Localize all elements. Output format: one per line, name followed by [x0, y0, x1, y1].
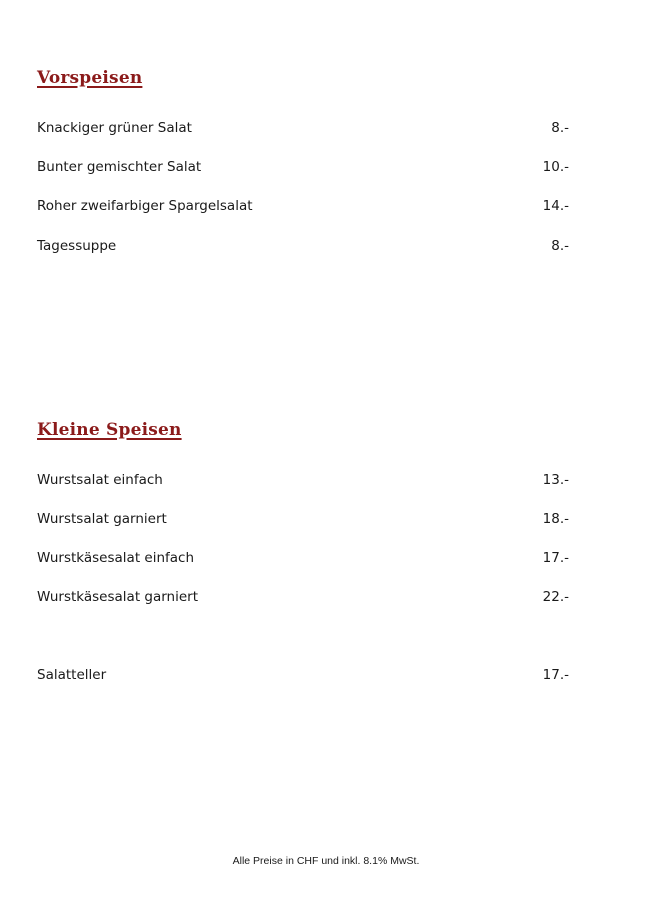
item-name: Wurstkäsesalat einfach — [37, 550, 195, 566]
item-price: 17.- — [542, 667, 569, 683]
item-price: 22.- — [542, 589, 569, 605]
menu-item — [37, 587, 569, 607]
item-name: Bunter gemischter Salat — [37, 159, 202, 175]
section-title-kleine-speisen: Kleine Speisen — [37, 420, 182, 440]
item-name: Knackiger grüner Salat — [37, 120, 192, 136]
item-price: 17.- — [542, 550, 569, 566]
item-price: 8.- — [551, 120, 569, 136]
item-price: 14.- — [542, 198, 569, 214]
item-name: Wurstsalat garniert — [37, 511, 167, 527]
menu-item — [37, 236, 569, 256]
item-price: 18.- — [542, 511, 569, 527]
item-price: 10.- — [542, 159, 569, 175]
item-price: 8.- — [551, 238, 569, 254]
menu-item — [37, 548, 569, 568]
section-title-vorspeisen: Vorspeisen — [37, 68, 143, 88]
menu-item — [37, 665, 569, 685]
menu-item — [37, 509, 569, 529]
price-footnote: Alle Preise in CHF und inkl. 8.1% MwSt. — [232, 855, 420, 867]
item-name: Roher zweifarbiger Spargelsalat — [37, 198, 253, 214]
menu-item — [37, 196, 569, 216]
menu-item — [37, 157, 569, 177]
item-name: Salatteller — [37, 667, 107, 683]
item-price: 13.- — [542, 472, 569, 488]
menu-item — [37, 470, 569, 490]
item-name: Wurstsalat einfach — [37, 472, 163, 488]
item-name: Wurstkäsesalat garniert — [37, 589, 199, 605]
item-name: Tagessuppe — [37, 238, 117, 254]
menu-item — [37, 118, 569, 138]
